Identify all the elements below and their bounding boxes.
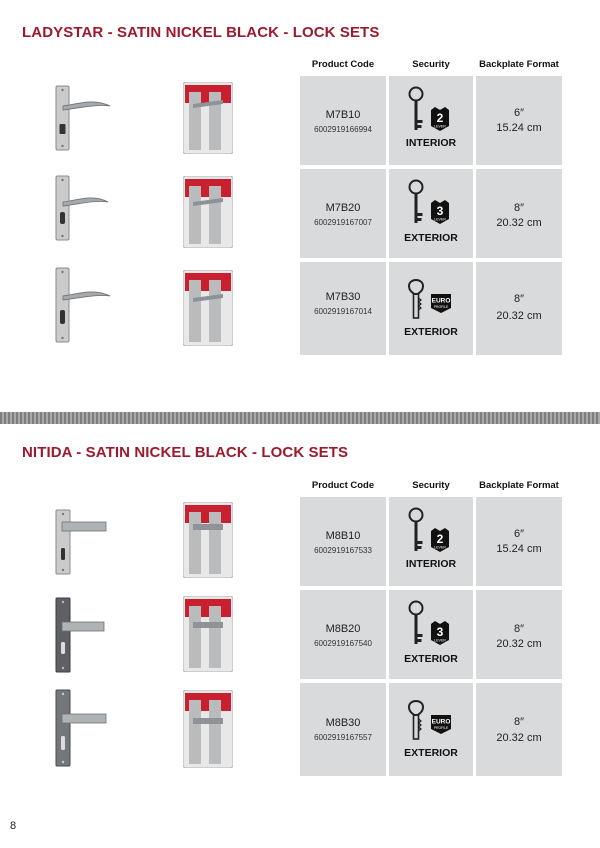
handle-image (50, 688, 110, 770)
section-title: NITIDA - SATIN NICKEL BLACK - LOCK SETS (22, 444, 349, 461)
code-cell (300, 590, 386, 679)
lever-number: EURO (431, 718, 451, 726)
package-image (183, 596, 233, 672)
lever-key-icon (405, 507, 427, 553)
lever-number: 2 (436, 111, 444, 125)
product-code: M7B30 (325, 291, 361, 303)
code-cell (300, 683, 386, 776)
header-security: Security (412, 59, 450, 70)
security-cell (389, 590, 473, 679)
size-inches: 6″ (513, 528, 524, 540)
security-label: EXTERIOR (404, 232, 458, 244)
lever-key-icon (405, 600, 427, 646)
product-code: M7B20 (325, 202, 361, 214)
lever-badge-icon (429, 527, 451, 553)
page-number: 8 (10, 820, 17, 832)
lever-caption: LEVER (434, 124, 446, 129)
barcode-number: 6002919167533 (314, 546, 372, 555)
size-cm: 15.24 cm (496, 122, 542, 134)
size-inches: 8″ (513, 293, 524, 305)
product-code: M8B20 (325, 623, 361, 635)
barcode-number: 6002919167557 (314, 733, 372, 742)
backplate-cell (476, 497, 562, 586)
code-cell (300, 497, 386, 586)
lever-number: 3 (436, 625, 444, 639)
barcode-number: 6002919167540 (314, 639, 372, 648)
security-label: EXTERIOR (404, 747, 458, 759)
security-label: INTERIOR (405, 137, 457, 149)
product-code: M8B10 (325, 530, 361, 542)
security-label: EXTERIOR (404, 653, 458, 665)
size-inches: 8″ (513, 716, 524, 728)
backplate-cell (476, 590, 562, 679)
euro-caption: PROFILE (433, 726, 449, 730)
header-product-code: Product Code (311, 480, 375, 491)
lever-number: 3 (436, 204, 444, 218)
header-product-code: Product Code (311, 59, 375, 70)
security-label: INTERIOR (405, 558, 457, 570)
barcode-number: 6002919167007 (314, 218, 372, 227)
product-code: M7B10 (325, 109, 361, 121)
size-inches: 8″ (513, 202, 524, 214)
size-cm: 20.32 cm (496, 217, 542, 229)
lever-caption: LEVER (434, 638, 446, 643)
section-title: LADYSTAR - SATIN NICKEL BLACK - LOCK SETS (22, 24, 380, 41)
euro-caption: PROFILE (433, 305, 449, 309)
size-inches: 6″ (513, 107, 524, 119)
lever-badge-icon (429, 620, 451, 646)
size-cm: 20.32 cm (496, 638, 542, 650)
backplate-cell (476, 683, 562, 776)
lever-number: 2 (436, 532, 444, 546)
header-backplate: Backplate Format (479, 480, 559, 491)
euro-badge-icon (429, 713, 453, 735)
lever-caption: LEVER (434, 217, 446, 222)
product-code: M8B30 (325, 717, 361, 729)
size-cm: 20.32 cm (496, 732, 542, 744)
security-cell (389, 683, 473, 776)
size-inches: 8″ (513, 623, 524, 635)
header-backplate: Backplate Format (479, 59, 559, 70)
size-cm: 15.24 cm (496, 543, 542, 555)
size-cm: 20.32 cm (496, 310, 542, 322)
handle-image (50, 596, 110, 676)
euro-key-icon (405, 695, 427, 741)
security-cell (389, 497, 473, 586)
package-image (183, 502, 233, 578)
barcode-number: 6002919166994 (314, 125, 372, 134)
lever-number: EURO (431, 297, 451, 305)
barcode-number: 6002919167014 (314, 307, 372, 316)
header-security: Security (412, 480, 450, 491)
lever-caption: LEVER (434, 545, 446, 550)
handle-image (50, 508, 110, 578)
package-image (183, 690, 233, 768)
security-label: EXTERIOR (404, 326, 458, 338)
